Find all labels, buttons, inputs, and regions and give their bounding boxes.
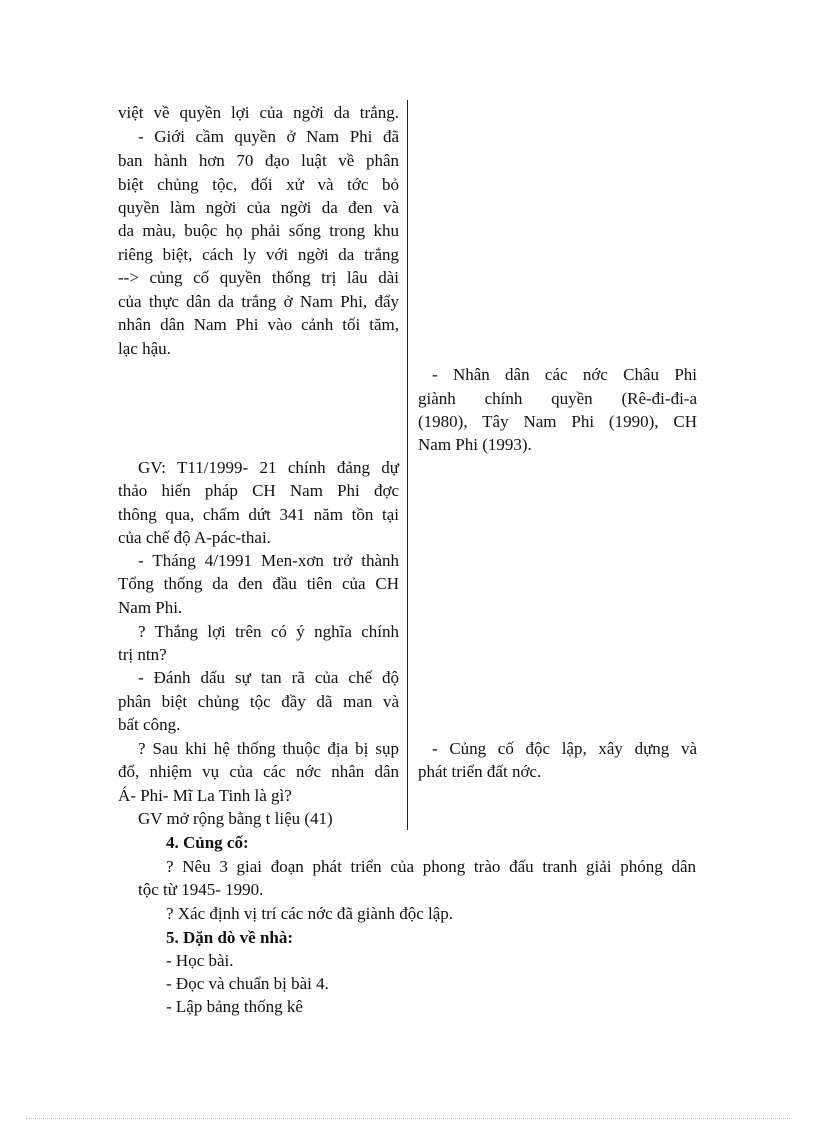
left-text-line: của chế độ A-pác-thai.	[118, 528, 271, 547]
left-text-line: trị ntn?	[118, 645, 167, 664]
left-text-line: nhân dân Nam Phi vào cảnh tối tăm,	[118, 315, 399, 334]
left-text-line: - Tháng 4/1991 Men-xơn trở thành	[138, 551, 399, 570]
homework-item: - Đọc và chuẩn bị bài 4.	[166, 974, 329, 993]
left-text-line: lạc hậu.	[118, 339, 171, 358]
consolidation-question: ? Xác định vị trí các nớc đã giành độc lập.	[166, 904, 454, 923]
right-text-line: Nam Phi (1993).	[418, 435, 532, 454]
left-text-line: riêng biệt, cách ly với ngời da trắng	[118, 245, 399, 264]
left-text-line: GV mở rộng bằng t liệu (41)	[138, 809, 333, 828]
left-text-line: Á- Phi- Mĩ La Tinh là gì?	[118, 786, 292, 805]
left-text-line: GV: T11/1999- 21 chính đảng dự	[138, 458, 399, 477]
section-heading-homework: 5. Dặn dò về nhà:	[166, 928, 294, 947]
footer-divider	[26, 1118, 790, 1119]
right-text-line: giành chính quyền (Rê-đi-đi-a	[418, 389, 697, 408]
left-text-line: việt về quyền lợi của ngời da trắng.	[118, 103, 399, 122]
homework-item: - Lập bảng thống kê	[166, 997, 303, 1016]
left-text-line: ? Sau khi hệ thống thuộc địa bị sụp	[138, 739, 399, 758]
right-text-line: phát triển đất nớc.	[418, 762, 542, 781]
consolidation-question: tộc từ 1945- 1990.	[138, 880, 264, 899]
left-text-line: --> củng cố quyền thống trị lâu dài	[118, 268, 399, 287]
consolidation-question: ? Nêu 3 giai đoạn phát triển của phong trào đấu tranh giải phóng dân	[166, 857, 696, 876]
right-text-line: - Củng cố độc lập, xây dựng và	[432, 739, 697, 758]
left-text-line: biệt chủng tộc, đối xử và tớc bỏ	[118, 175, 399, 194]
left-text-line: của thực dân da trắng ở Nam Phi, đẩy	[118, 292, 399, 311]
left-text-line: - Giới cầm quyền ở Nam Phi đã	[138, 127, 399, 146]
section-heading-consolidation: 4. Củng cố:	[166, 833, 249, 852]
column-divider	[407, 100, 408, 830]
left-text-line: bất công.	[118, 715, 181, 734]
left-text-line: quyền làm ngời của ngời da đen và	[118, 198, 399, 217]
left-text-line: thông qua, chấm dứt 341 năm tồn tại	[118, 505, 399, 524]
left-text-line: Tổng thống da đen đầu tiên của CH	[118, 574, 399, 593]
left-text-line: Nam Phi.	[118, 598, 183, 617]
left-text-line: đổ, nhiệm vụ của các nớc nhân dân	[118, 762, 399, 781]
right-text-line: - Nhân dân các nớc Châu Phi	[432, 365, 697, 384]
left-text-line: thảo hiến pháp CH Nam Phi đợc	[118, 481, 399, 500]
left-text-line: phân biệt chủng tộc đầy dã man và	[118, 692, 399, 711]
left-text-line: - Đánh dấu sự tan rã của chế độ	[138, 668, 399, 687]
homework-item: - Học bài.	[166, 951, 234, 970]
left-text-line: ? Thắng lợi trên có ý nghĩa chính	[138, 622, 399, 641]
right-text-line: (1980), Tây Nam Phi (1990), CH	[418, 412, 697, 431]
left-text-line: ban hành hơn 70 đạo luật về phân	[118, 151, 399, 170]
left-text-line: da màu, buộc họ phải sống trong khu	[118, 221, 399, 240]
